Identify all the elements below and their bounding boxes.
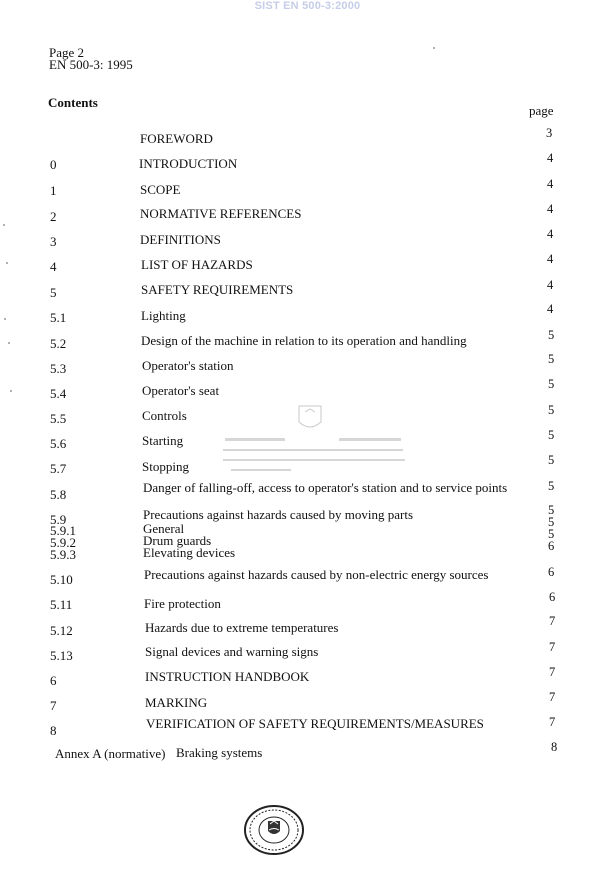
toc-page: 7 [549,665,556,679]
toc-title: Precautions against hazards caused by non-electric energy sources [144,567,489,582]
toc-title: DEFINITIONS [140,232,221,247]
toc-title: FOREWORD [140,131,213,146]
scan-speck [4,318,6,320]
faint-stamp-bleedthrough [221,402,421,482]
toc-page: 4 [547,227,554,241]
toc-number: 5.11 [50,597,73,612]
annex-label: Annex A (normative) [55,746,166,761]
toc-title: Signal devices and warning signs [145,644,319,659]
toc-title: Operator's station [142,358,234,373]
toc-title: LIST OF HAZARDS [141,257,253,272]
scan-speck [6,262,8,264]
annex-title: Braking systems [176,745,263,760]
toc-title: Starting [142,433,184,448]
toc-number: 5.6 [50,436,67,451]
official-seal [243,804,305,856]
toc-number: 5.4 [50,386,67,401]
toc-number: 5.9.3 [50,547,76,562]
toc-number: 0 [50,157,57,172]
toc-title: VERIFICATION OF SAFETY REQUIREMENTS/MEASURES [146,716,484,731]
toc-number: 5.9 [50,512,67,527]
toc-page: 4 [547,302,554,316]
toc-title: Stopping [142,459,189,474]
toc-title: Drum guards [143,533,212,548]
toc-number: 4 [50,259,57,274]
toc-title: Design of the machine in relation to its operation and handling [141,333,467,348]
toc-number: 5.3 [50,361,67,376]
toc-page: 5 [548,377,555,391]
toc-number: 5 [50,285,57,300]
toc-number: 1 [50,183,57,198]
toc-title: NORMATIVE REFERENCES [140,206,302,221]
toc-title: SCOPE [140,182,181,197]
toc-number: 5.7 [50,461,67,476]
scan-speck [8,342,10,344]
toc-page: 4 [547,151,554,165]
toc-title: Precautions against hazards caused by moving parts [143,507,414,522]
toc-page: 7 [549,715,556,729]
toc-title: INTRODUCTION [139,156,238,171]
toc-number: 7 [50,698,57,713]
toc-title: Lighting [141,308,186,323]
toc-page: 5 [548,503,555,517]
toc-number: 5.9.1 [50,523,76,538]
toc-number: 5.1 [50,310,67,325]
toc-page: 5 [548,352,555,366]
toc-number: 6 [50,673,57,688]
toc-title: Danger of falling-off, access to operator's station and to service points [143,480,508,495]
toc-number: 5.9.2 [50,535,76,550]
toc-page: 5 [548,328,555,342]
standard-id-header: EN 500-3: 1995 [49,57,133,72]
toc-number: 5.5 [50,411,67,426]
toc-number: 5.2 [50,336,67,351]
toc-title: Elevating devices [143,545,236,560]
toc-number: 5.8 [50,487,67,502]
toc-page: 4 [547,278,554,292]
toc-page: 6 [549,590,556,604]
page-number-header: Page 2 [49,45,85,60]
page-column-heading: page [529,103,554,118]
scan-speck [3,224,5,226]
toc-page: 8 [551,740,558,754]
toc-page: 5 [548,453,555,467]
toc-number: 3 [50,234,57,249]
toc-number: 8 [50,723,57,738]
toc-page: 4 [547,202,554,216]
watermark: SIST EN 500-3:2000 [254,0,361,12]
contents-heading: Contents [48,95,98,110]
toc-title: SAFETY REQUIREMENTS [141,282,294,297]
toc-title: Hazards due to extreme temperatures [145,620,339,635]
toc-page: 6 [548,539,555,553]
toc-page: 5 [548,403,555,417]
toc-page: 5 [548,515,555,529]
toc-title: INSTRUCTION HANDBOOK [145,669,310,684]
toc-title: Fire protection [144,596,221,611]
scan-speck [10,390,12,392]
toc-page: 6 [548,565,555,579]
toc-number: 2 [50,209,57,224]
toc-page: 5 [548,479,555,493]
toc-page: 4 [547,252,554,266]
toc-title: MARKING [145,695,208,710]
toc-number: 5.12 [50,623,73,638]
toc-page: 5 [548,527,555,541]
toc-number: 5.10 [50,572,73,587]
toc-number: 5.13 [50,648,73,663]
toc-page: 4 [547,177,554,191]
toc-page: 5 [548,428,555,442]
toc-page: 3 [546,126,553,140]
toc-title: Controls [142,408,187,423]
toc-page: 7 [549,614,556,628]
toc-title: Operator's seat [142,383,220,398]
toc-page: 7 [549,640,556,654]
toc-title: General [143,521,185,536]
scan-speck [433,47,435,49]
toc-page: 7 [549,690,556,704]
